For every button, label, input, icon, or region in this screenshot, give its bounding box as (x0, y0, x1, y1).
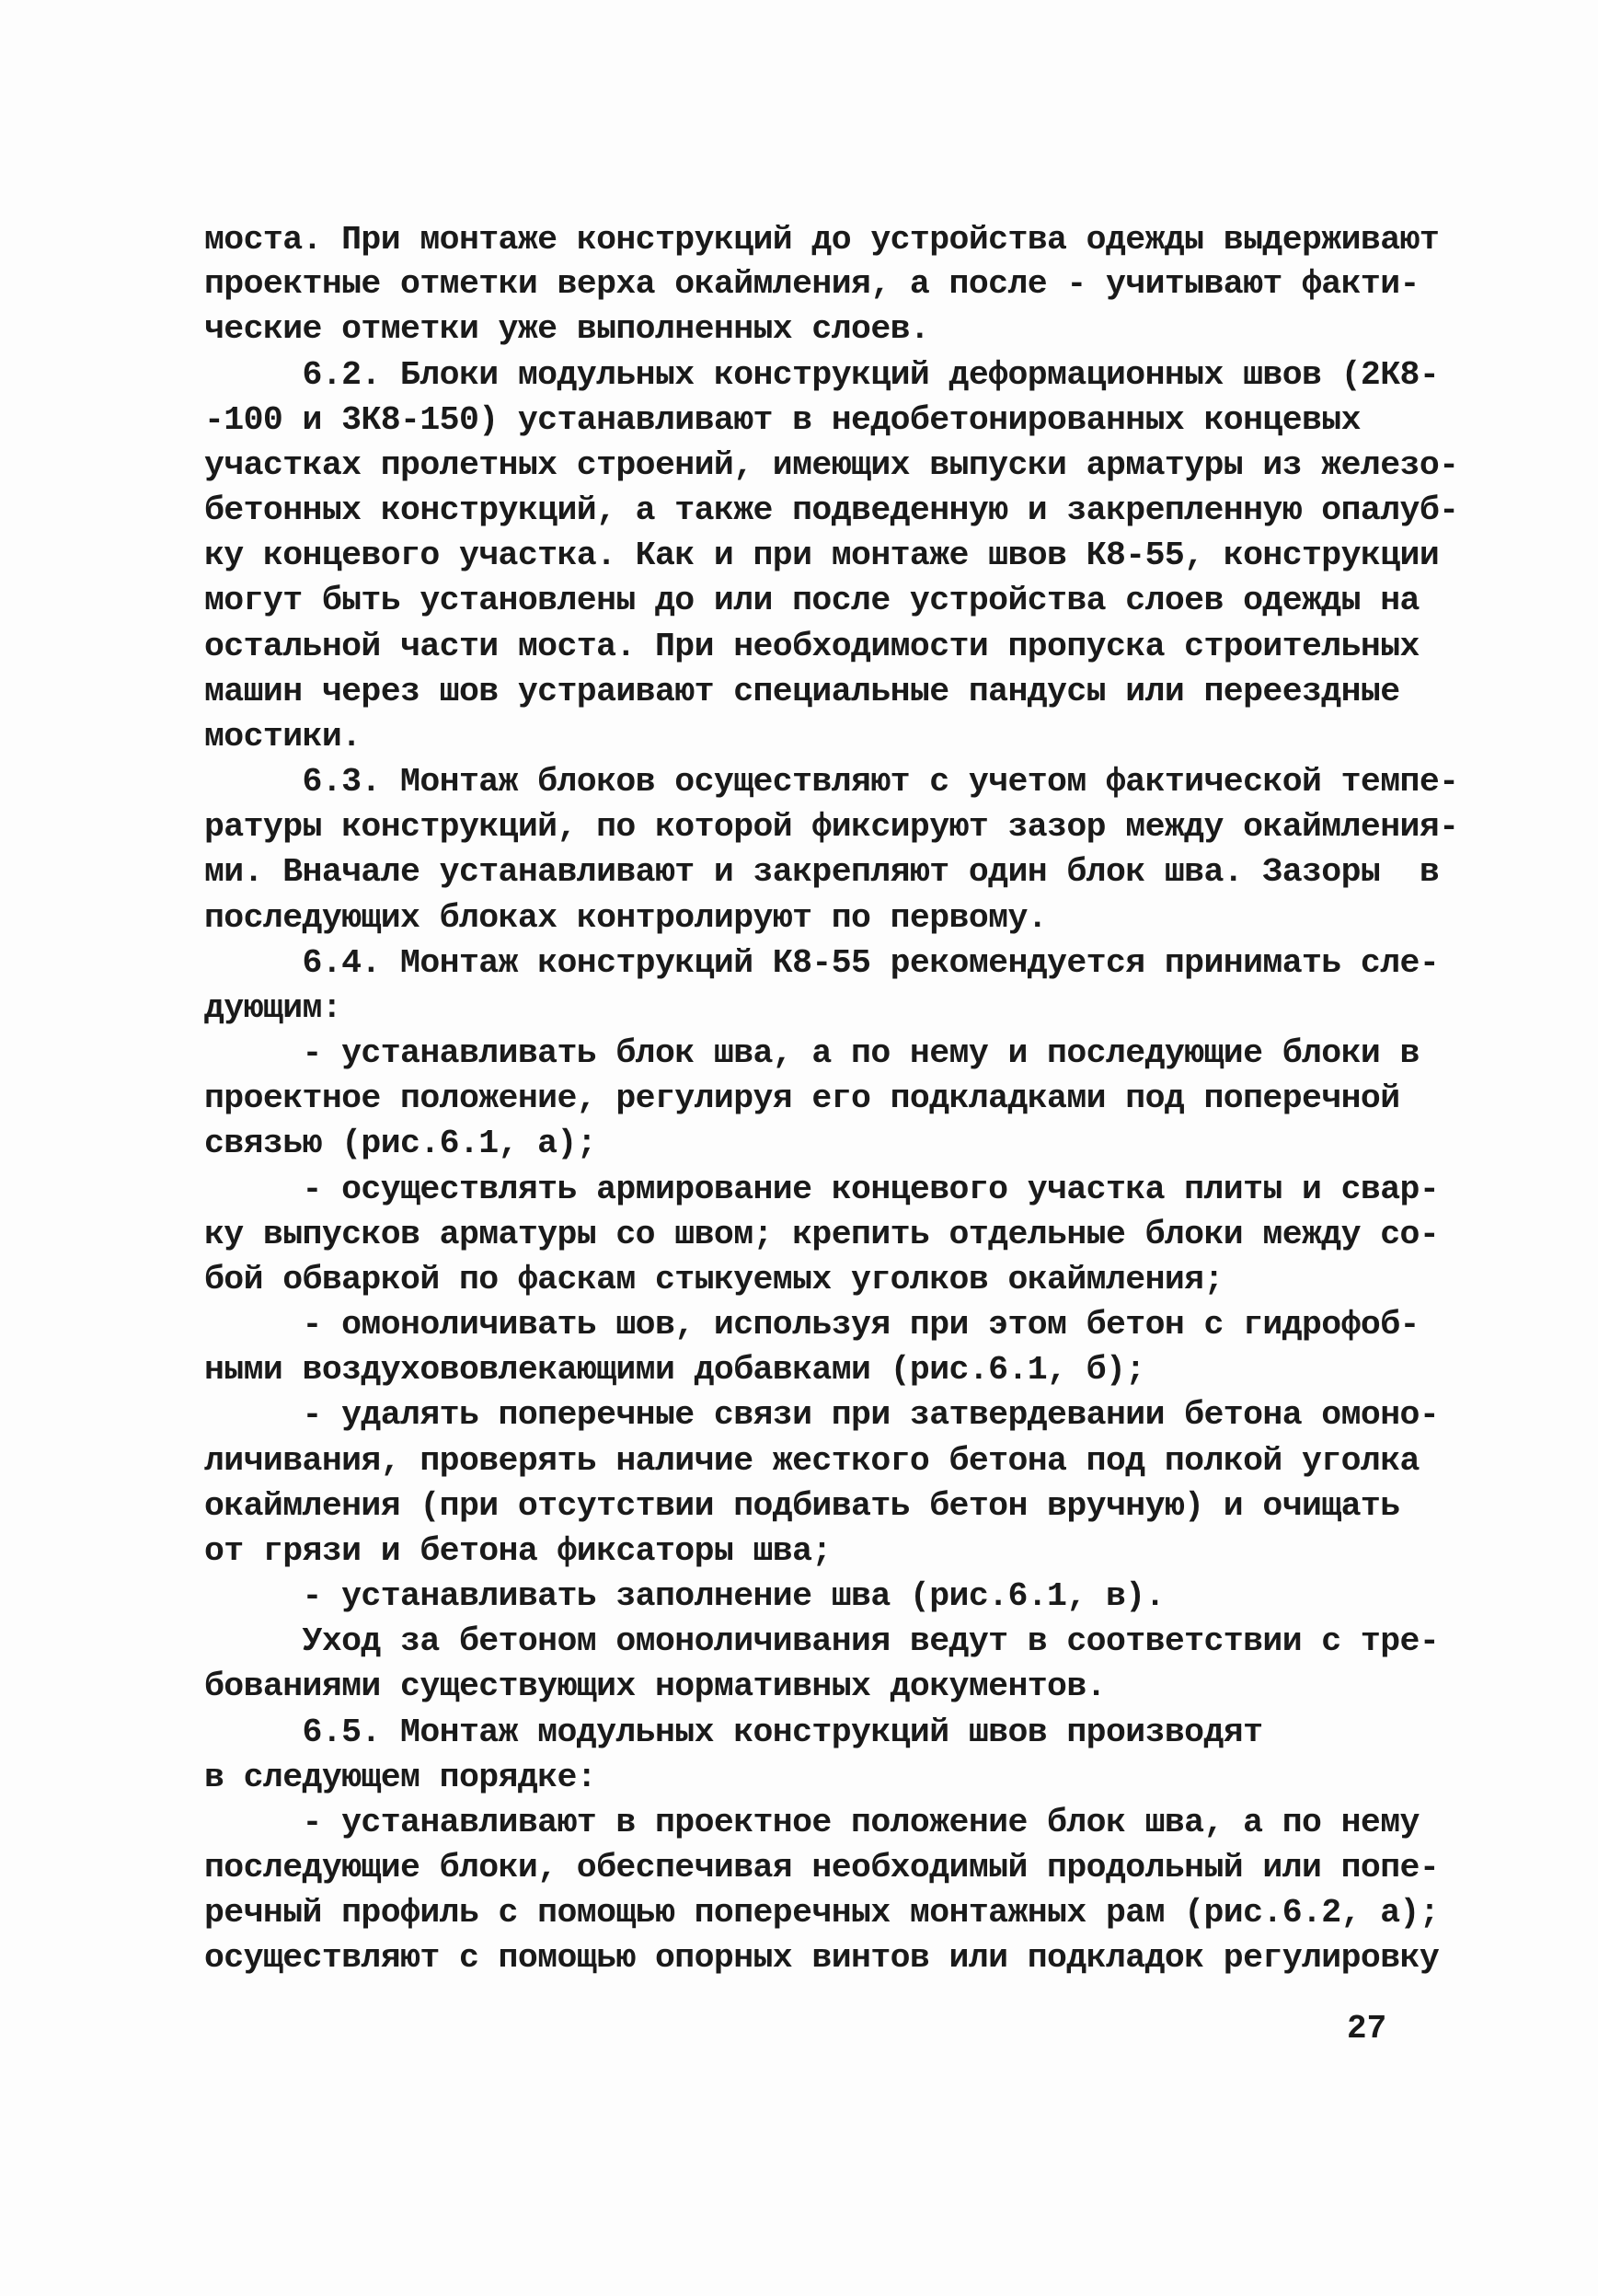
text-line: 6.3. Монтаж блоков осуществляют с учетом фактической темпе- (204, 763, 1459, 801)
text-line: мостики. (204, 718, 362, 756)
text-line: бетонных конструкций, а также подведенную и закрепленную опалуб- (204, 491, 1459, 529)
text-line: проектные отметки верха окаймления, а после - учитывают факти- (204, 265, 1420, 303)
text-line: - устанавливать блок шва, а по нему и последующие блоки в (204, 1034, 1420, 1072)
text-line: окаймления (при отсутствии подбивать бетон вручную) и очищать (204, 1487, 1400, 1525)
text-line: - удалять поперечные связи при затвердевании бетона омоно- (204, 1396, 1440, 1434)
text-line: последующие блоки, обеспечивая необходимый продольный или попе- (204, 1849, 1440, 1886)
text-line: бованиями существующих нормативных документов. (204, 1667, 1106, 1705)
text-line: ми. Вначале устанавливают и закрепляют один блок шва. Зазоры в (204, 853, 1440, 891)
text-line: могут быть установлены до или после устройства слоев одежды на (204, 582, 1420, 619)
text-line: последующих блоках контролируют по первому. (204, 899, 1048, 937)
text-line: остальной части моста. При необходимости пропуска строительных (204, 628, 1420, 665)
text-line: участках пролетных строений, имеющих выпуски арматуры из железо- (204, 446, 1459, 484)
text-line: бой обваркой по фаскам стыкуемых уголков окаймления; (204, 1261, 1224, 1298)
text-line: - устанавливают в проектное положение блок шва, а по нему (204, 1804, 1420, 1841)
text-line: личивания, проверять наличие жесткого бетона под полкой уголка (204, 1442, 1420, 1480)
text-line: - устанавливать заполнение шва (рис.6.1, в). (204, 1577, 1165, 1615)
text-line: моста. При монтаже конструкций до устройства одежды выдерживают (204, 221, 1440, 259)
text-line: ратуры конструкций, по которой фиксируют зазор между окаймления- (204, 808, 1459, 846)
text-line: ными воздухововлекающими добавками (рис.6.1, б); (204, 1351, 1145, 1389)
text-line: осуществляют с помощью опорных винтов или подкладок регулировку (204, 1939, 1440, 1977)
text-line: от грязи и бетона фиксаторы шва; (204, 1532, 832, 1570)
text-line: ку концевого участка. Как и при монтаже швов К8-55, конструкции (204, 537, 1440, 574)
text-line: -100 и 3К8-150) устанавливают в недобетонированных концевых (204, 401, 1361, 439)
text-line: - омоноличивать шов, используя при этом бетон с гидрофоб- (204, 1306, 1420, 1344)
text-line: Уход за бетоном омоноличивания ведут в соответствии с тре- (204, 1622, 1440, 1660)
text-line: речный профиль с помощью поперечных монтажных рам (рис.6.2, а); (204, 1894, 1440, 1932)
text-line: 6.4. Монтаж конструкций К8-55 рекомендуется принимать сле- (204, 944, 1440, 982)
text-line: машин через шов устраивают специальные пандусы или переездные (204, 673, 1400, 710)
text-line: ческие отметки уже выполненных слоев. (204, 310, 930, 348)
text-line: - осуществлять армирование концевого участка плиты и свар- (204, 1171, 1440, 1208)
text-line: ку выпусков арматуры со швом; крепить отдельные блоки между со- (204, 1216, 1440, 1253)
text-line: в следующем порядке: (204, 1759, 597, 1796)
text-line: 6.2. Блоки модульных конструкций деформационных швов (2К8- (204, 356, 1440, 394)
text-line: связью (рис.6.1, а); (204, 1125, 597, 1162)
page-number: 27 (1347, 2010, 1387, 2048)
text-line: 6.5. Монтаж модульных конструкций швов производят (204, 1713, 1263, 1751)
text-line: проектное положение, регулируя его подкладками под поперечной (204, 1079, 1400, 1117)
text-line: дующим: (204, 989, 342, 1027)
